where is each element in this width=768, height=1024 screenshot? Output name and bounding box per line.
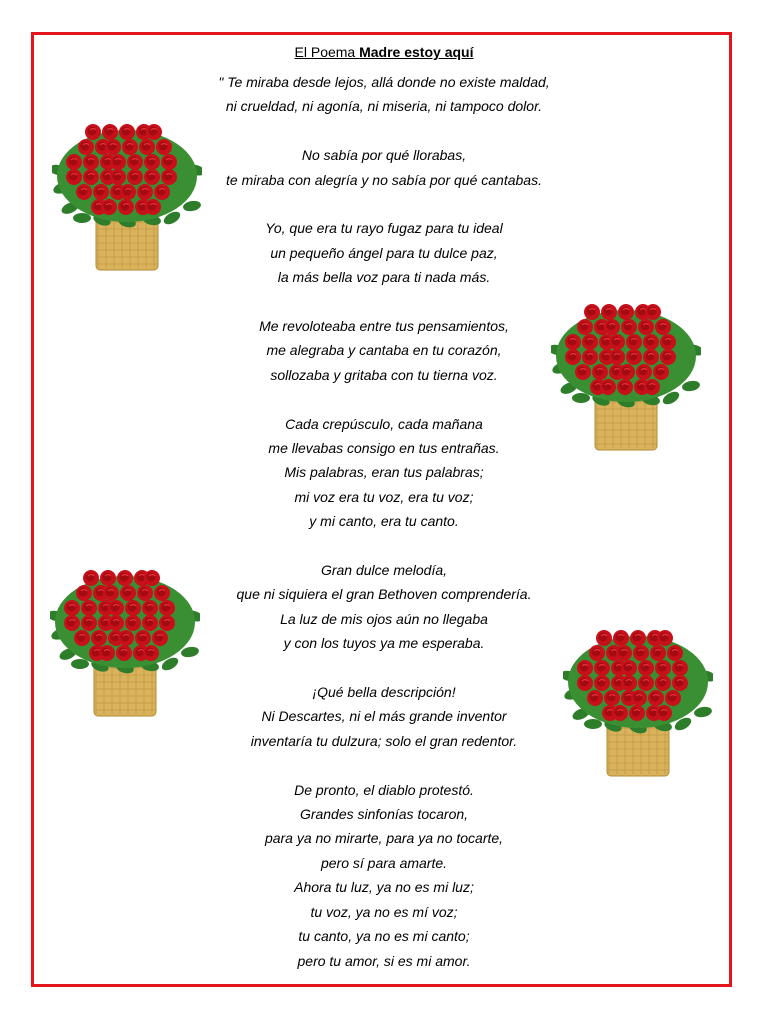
poem-line: Grandes sinfonías tocaron, <box>299 806 469 823</box>
poem-line: me alegraba y cantaba en tu corazón, <box>266 342 502 359</box>
poem-line: inventaría tu dulzura; solo el gran redentor. <box>250 732 518 749</box>
poem-line: Mis palabras, eran tus palabras; <box>284 464 484 481</box>
poem-line: y mi canto, era tu canto. <box>309 513 459 530</box>
poem-line: tu voz, ya no es mí voz; <box>310 903 458 920</box>
poem-line: Ahora tu luz, ya no es mi luz; <box>294 879 474 896</box>
poem-line: No sabía por qué llorabas, <box>301 147 467 164</box>
poem-line: la más bella voz para ti nada más. <box>277 269 491 286</box>
poem-line: Me revoloteaba entre tus pensamientos, <box>259 318 509 335</box>
poem-line: para ya no mirarte, para ya no tocarte, <box>264 830 504 847</box>
poem-line: ni crueldad, ni agonía, ni miseria, ni tampoco dolor. <box>225 98 543 115</box>
title-name: Madre estoy aquí <box>359 44 474 60</box>
poem-line: Cada crepúsculo, cada mañana <box>285 415 483 432</box>
poem-line: te miraba con alegría y no sabía por qué cantabas. <box>226 171 542 188</box>
rose-bouquet-image-2 <box>551 298 701 456</box>
stanza <box>0 70 768 119</box>
poem-line: pero sí para amarte. <box>320 854 448 871</box>
poem-line: pero tu amor, si es mi amor. <box>297 952 471 969</box>
poem-line: Ni Descartes, ni el más grande inventor <box>261 708 507 725</box>
poem-line: ¡Qué bella descripción! <box>312 684 456 701</box>
poem-line: Gran dulce melodía, <box>320 562 448 579</box>
poem-line: tu canto, ya no es mi canto; <box>298 928 470 945</box>
rose-bouquet-image-1 <box>52 118 202 276</box>
stanza <box>0 778 768 973</box>
poem-line: que ni siquiera el gran Bethoven comprendería. <box>236 586 532 603</box>
rose-bouquet-image-3 <box>50 564 200 722</box>
poem-line: Yo, que era tu rayo fugaz para tu ideal <box>265 220 503 237</box>
rose-bouquet-image-4 <box>563 624 713 782</box>
poem-line: sollozaba y gritaba con tu tierna voz. <box>270 366 498 383</box>
poem-line: " Te miraba desde lejos, allá donde no existe maldad, <box>218 74 550 90</box>
poem-line: un pequeño ángel para tu dulce paz, <box>270 244 498 261</box>
poem-title <box>0 44 768 60</box>
poem-line: mi voz era tu voz, era tu voz; <box>294 488 474 505</box>
poem-line: y con los tuyos ya me esperaba. <box>283 635 485 652</box>
poem-line: De pronto, el diablo protestó. <box>294 781 474 798</box>
poem-line: La luz de mis ojos aún no llegaba <box>280 610 488 627</box>
poem-line: me llevabas consigo en tus entrañas. <box>268 440 500 457</box>
title-prefix: El Poema <box>294 44 360 60</box>
